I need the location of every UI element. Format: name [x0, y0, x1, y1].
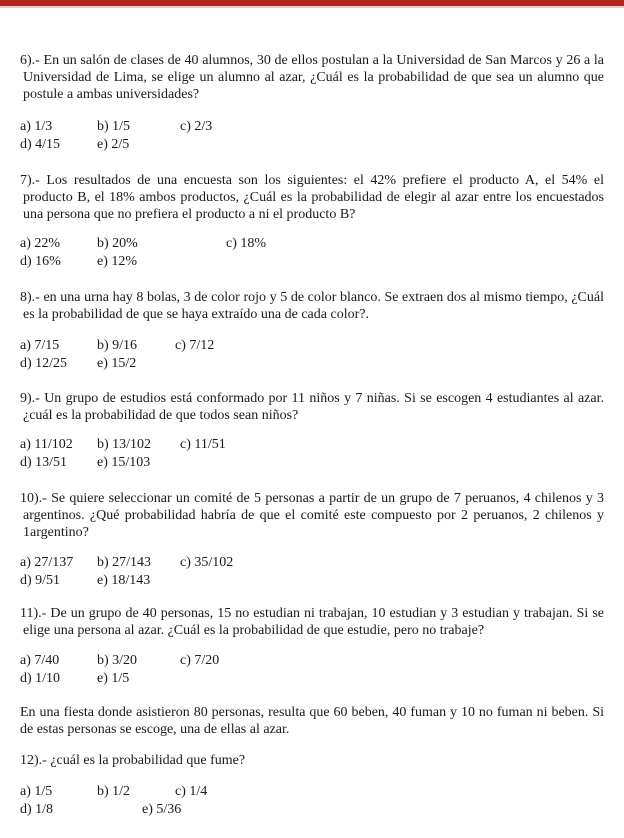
question-11-option-b[interactable]: b) 3/20 — [97, 653, 138, 668]
question-6-option-d[interactable]: d) 4/15 — [20, 137, 61, 152]
question-7-option-a[interactable]: a) 22% — [20, 236, 61, 251]
question-12-body: ¿cuál es la probabilidad que fume? — [50, 753, 246, 768]
question-8-number: 8).- — [20, 290, 40, 305]
question-11-option-e[interactable]: e) 1/5 — [97, 671, 130, 686]
question-9-number: 9).- — [20, 391, 40, 406]
question-7-number: 7).- — [20, 173, 40, 188]
question-6-option-a[interactable]: a) 1/3 — [20, 119, 53, 134]
question-9-option-e[interactable]: e) 15/103 — [97, 455, 151, 470]
question-6-option-e[interactable]: e) 2/5 — [97, 137, 130, 152]
question-10-body: Se quiere seleccionar un comité de 5 personas a partir de un grupo de 7 peruanos, 4 chilenos y 3 argentinos. ¿Qué probabilidad habría de que el comité este compuesto por 2 peruanos, 2 chilenos y 1argentino? — [23, 491, 604, 540]
question-7-text — [20, 172, 604, 223]
question-12-option-d[interactable]: d) 1/8 — [20, 802, 54, 817]
question-6-body: En un salón de clases de 40 alumnos, 30 de ellos postulan a la Universidad de San Marcos y 26 a la Universidad de Lima, se elige un alumno al azar, ¿Cuál es la probabilidad de que sea un alumno que postule a ambas universidades? — [23, 53, 605, 102]
question-9-option-d[interactable]: d) 13/51 — [20, 455, 68, 470]
question-8-text — [20, 289, 604, 323]
question-11-options — [20, 652, 604, 688]
question-9-body: Un grupo de estudios está conformado por 11 niños y 7 niñas. Si se escogen 4 estudiantes al azar. ¿cuál es la probabilidad de que todos sean niños? — [23, 391, 605, 423]
question-12-option-c[interactable]: c) 1/4 — [175, 784, 208, 799]
question-6-number: 6).- — [20, 53, 40, 68]
question-10-option-b[interactable]: b) 27/143 — [97, 555, 152, 570]
question-7-option-d[interactable]: d) 16% — [20, 254, 61, 269]
question-7-options — [20, 235, 604, 271]
question-11-text — [20, 605, 604, 639]
question-10-option-d[interactable]: d) 9/51 — [20, 573, 61, 588]
question-9-options — [20, 436, 604, 472]
question-10-option-e[interactable]: e) 18/143 — [97, 573, 151, 588]
question-8 — [20, 289, 604, 323]
scenario-text: En una fiesta donde asistieron 80 personas, resulta que 60 beben, 40 fuman y 10 no fuman ni beben. Si de estas personas se escoge, una de ellas al azar. — [20, 705, 604, 737]
question-7-option-b[interactable]: b) 20% — [97, 236, 138, 251]
question-9-option-a[interactable]: a) 11/102 — [20, 437, 73, 452]
question-6-text — [20, 52, 604, 103]
question-11-number: 11).- — [20, 606, 47, 621]
question-10-options — [20, 554, 604, 590]
question-10-number: 10).- — [20, 491, 47, 506]
question-9-option-b[interactable]: b) 13/102 — [97, 437, 152, 452]
question-10-option-c[interactable]: c) 35/102 — [180, 555, 234, 570]
question-9-option-c[interactable]: c) 11/51 — [180, 437, 226, 452]
scenario-paragraph — [20, 704, 604, 738]
question-11-option-a[interactable]: a) 7/40 — [20, 653, 60, 668]
question-7-option-e[interactable]: e) 12% — [97, 254, 138, 269]
question-9 — [20, 390, 604, 424]
question-7-option-c[interactable]: c) 18% — [226, 236, 267, 251]
question-11-option-c[interactable]: c) 7/20 — [180, 653, 220, 668]
question-12 — [20, 752, 604, 769]
question-8-option-e[interactable]: e) 15/2 — [97, 356, 137, 371]
question-11 — [20, 605, 604, 639]
question-8-options — [20, 337, 604, 373]
question-11-option-d[interactable]: d) 1/10 — [20, 671, 61, 686]
question-12-option-b[interactable]: b) 1/2 — [97, 784, 131, 799]
question-10 — [20, 490, 604, 541]
top-border-shadow — [0, 6, 624, 8]
question-8-body: en una urna hay 8 bolas, 3 de color rojo y 5 de color blanco. Se extraen dos al mismo tiempo, ¿Cuál es la probabilidad de que se haya extraído una de cada color?. — [23, 290, 604, 322]
question-8-option-b[interactable]: b) 9/16 — [97, 338, 138, 353]
question-6 — [20, 52, 604, 103]
question-12-option-e[interactable]: e) 5/36 — [142, 802, 182, 817]
question-8-option-d[interactable]: d) 12/25 — [20, 356, 68, 371]
question-12-options — [20, 783, 604, 819]
question-10-text — [20, 490, 604, 541]
question-9-text — [20, 390, 604, 424]
question-12-text — [20, 752, 604, 769]
question-8-option-c[interactable]: c) 7/12 — [175, 338, 215, 353]
question-11-body: De un grupo de 40 personas, 15 no estudian ni trabajan, 10 estudian y 3 estudian y trabajan. Si se elige una persona al azar. ¿Cuál es la probabilidad de que estudie, pero no trabaje? — [23, 606, 605, 638]
question-10-option-a[interactable]: a) 27/137 — [20, 555, 74, 570]
question-12-option-a[interactable]: a) 1/5 — [20, 784, 53, 799]
question-8-option-a[interactable]: a) 7/15 — [20, 338, 60, 353]
question-6-options — [20, 118, 604, 154]
question-7 — [20, 172, 604, 223]
question-6-option-b[interactable]: b) 1/5 — [97, 119, 131, 134]
question-12-number: 12).- — [20, 753, 47, 768]
question-6-option-c[interactable]: c) 2/3 — [180, 119, 213, 134]
question-7-body: Los resultados de una encuesta son los siguientes: el 42% prefiere el producto A, el 54% el producto B, el 18% ambos productos, ¿Cuál es la probabilidad de elegir al azar entre los encuestados una persona que no prefiera el producto a ni el producto B? — [23, 173, 604, 222]
